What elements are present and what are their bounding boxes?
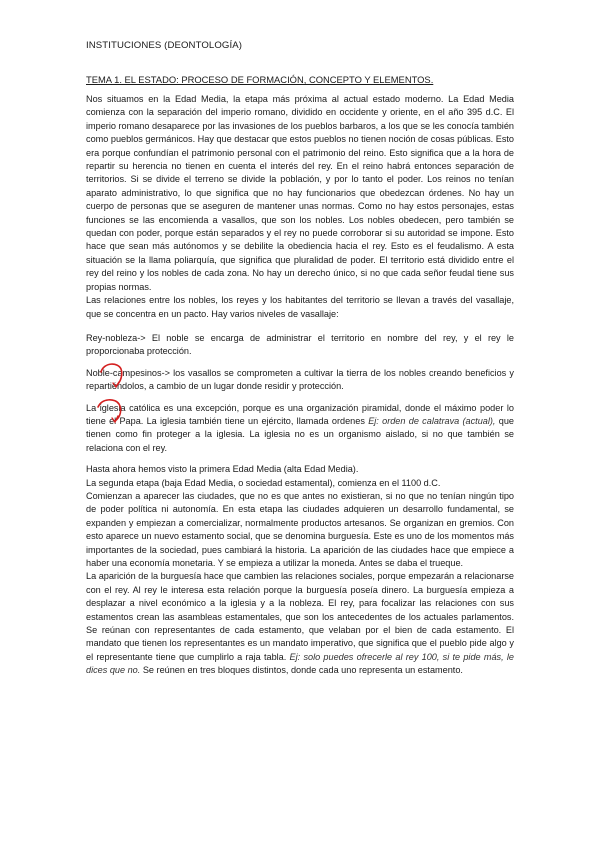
burguesia-example: Ej: solo puedes ofrecerle al rey 100, si te pide más, le dices que no. [86,651,514,676]
document-body [86,93,514,678]
burguesia-text: La aparición de la burguesía hace que cambien las relaciones sociales, porque empezarán a relacionarse con el rey. Al rey le interesa esta relación porque la burguesía poseía dinero. La burguesía empieza a desplazar a nivel económico a la iglesia y a la nobleza. El rey, para focalizar las relaciones con sus estamentos crean las asambleas estamentales, que son los antecedentes de los actuales parlamentos. Se reúnan con representantes de cada estamento, que velaban por el bien de cada estamento. El mandato que tienen los representantes es un mandato imperativo, que significa que el pueblo pide algo y el representante tiene que cumplirlo a raja tabla. [86,571,514,662]
iglesia-text: La iglesia católica es una excepción, porque es una organización piramidal, donde el máximo poder lo tiene el Papa. La iglesia también tiene un ejército, llamada ordenes [86,402,514,426]
section-title: TEMA 1. EL ESTADO: PROCESO DE FORMACIÓN, CONCEPTO Y ELEMENTOS. [86,74,434,85]
paragraph-alta-edad-media: Hasta ahora hemos visto la primera Edad Media (alta Edad Media). [86,464,359,475]
paragraph-ciudades: Comienzan a aparecer las ciudades, que no es que antes no existieran, si no que no tenían ningún tipo de poder política ni autonomía. En esta etapa las ciudades adquieren un desarrollo fundamental, se expanden y empiezan a comercializar, normalmente productos artesanos. Se organizan en gremios. Con esto aparece un nuevo estamento social, que se denomina burguesía. Este es uno de los momentos más importantes de la sociedad, pues cambiará la historia. La aparición de las ciudades hace que empiece a haber una economía monetaria. Y se empieza a utilizar la moneda. Antes se daba el trueque. [86,490,514,568]
paragraph-noble-campesinos: Noble-campesinos-> los vasallos se comprometen a cultivar la tierra de los nobles creando beneficios y repartiéndolos, a cambio de un lugar donde residir y protección. [86,367,514,392]
iglesia-example: Ej: orden de calatrava (actual), [368,415,496,426]
paragraph-vasallaje: Las relaciones entre los nobles, los reyes y los habitantes del territorio se llevan a través del vasallaje, que se concentra en un pacto. Hay varios niveles de vasallaje: [86,295,514,319]
paragraph-baja-edad-media: La segunda etapa (baja Edad Media, o sociedad estamental), comienza en el 1100 d.C. [86,477,441,488]
document-header: INSTITUCIONES (DEONTOLOGÍA) [86,40,243,51]
paragraph-edad-media: Nos situamos en la Edad Media, la etapa más próxima al actual estado moderno. La Edad Media comienza con la separación del imperio romano, dividido en occidente y oriente, en el año 395 d.C. El imperio romano desaparece por las invasiones de los pueblos barbaros, a los que se les conocía también como pueblos germánicos. Hay que destacar que estos pueblos no tienen noción de cosas públicas. Esto era porque confundían el patrimonio personal con el patrimonio del reino. Esto significa que a la hora de repartir su herencia no tienen en cuenta el interés del rey. En el reino habrá entonces separación de territorios. Si se divide el terreno se divide la población, y por lo tanto el poder. Los reinos no tenían aparato administrativo, lo que significa que no hay funcionarios que obedezcan órdenes. No hay un cuerpo de personas que se aseguren de mantener unas normas. Como no hay estos personajes, estas funciones se las encomienda a vasallos, que son los nobles. Los nobles obedecen, pero también se quedan con poder, porque están separados y el rey no puede corroborar si su autoridad se impone. Esto hace que sean más autónomos y se debilite la obediencia hacia el rey. Esto es el feudalismo. A esta situación se la llama poliarquía, que significa que pluralidad de poder. El territorio está dividido entre el rey del reino y los nobles de cada zona. No hay un derecho único, si no que cada señor feudal tiene sus propias normas. [86,94,514,292]
burguesia-text-end: Se reúnen en tres bloques distintos, donde cada uno representa un estamento. [140,665,463,676]
paragraph-rey-nobleza: Rey-nobleza-> El noble se encarga de administrar el territorio en nombre del rey, y el rey le proporcionaba protección. [86,332,514,357]
paragraph-iglesia [86,402,514,456]
iglesia-text-end: que tienen como fin proteger a la iglesia. La iglesia no es un organismo aislado, si no que también se relaciona con el rey. [86,415,514,453]
paragraph-burguesia [86,570,514,677]
